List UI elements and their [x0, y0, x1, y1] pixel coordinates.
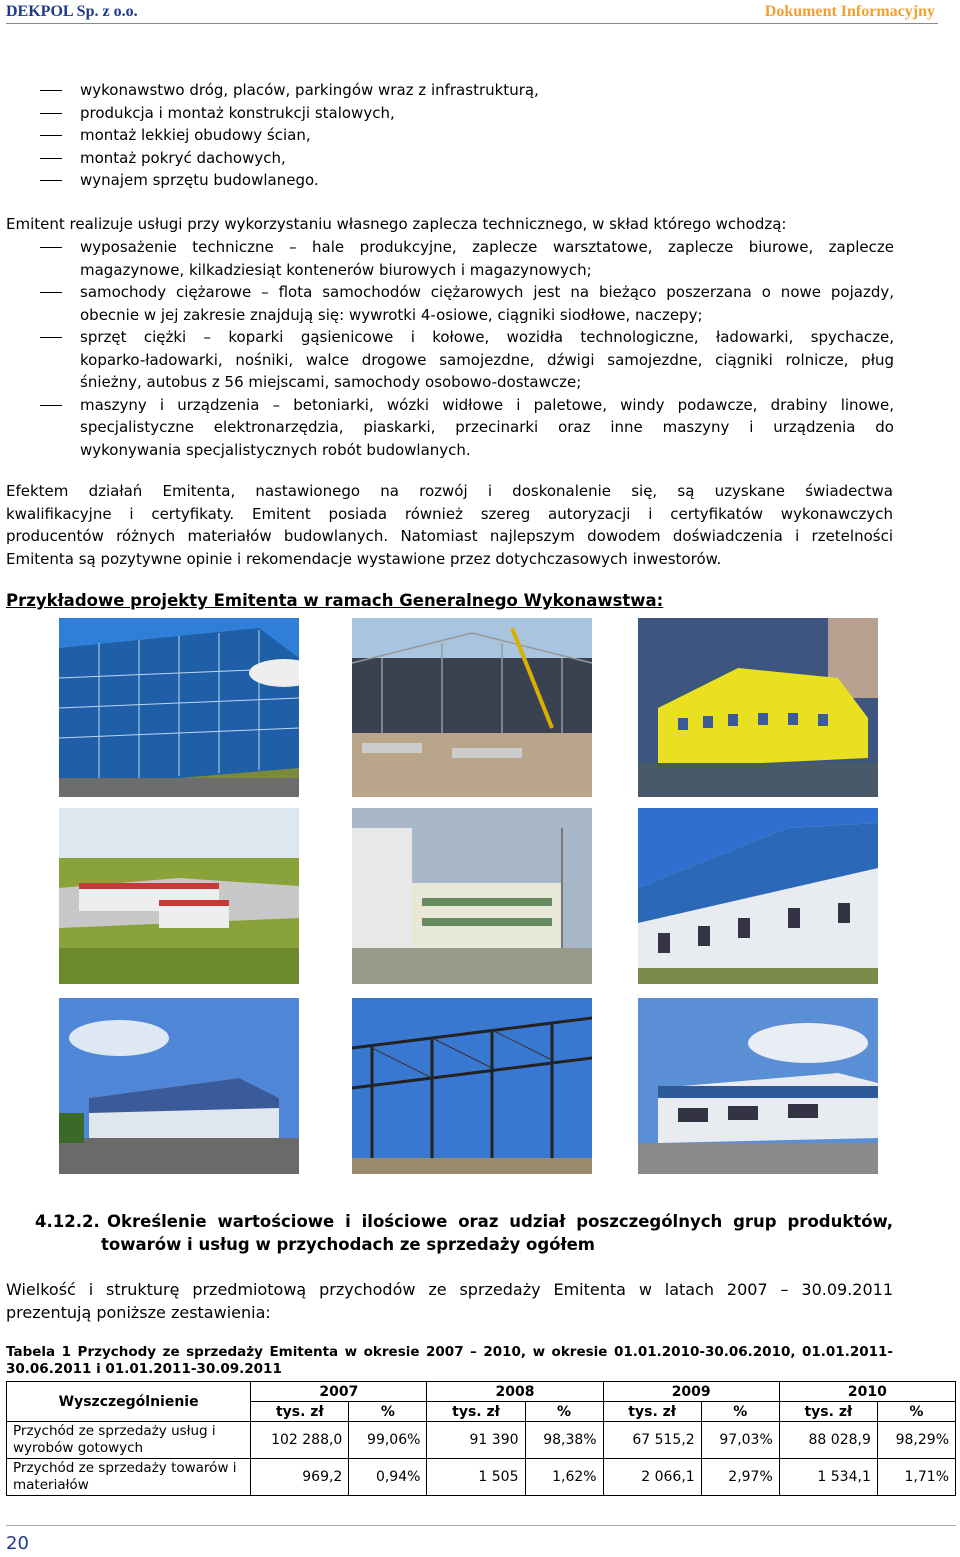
- table-cell: 1,71%: [877, 1459, 955, 1496]
- table-cell: 102 288,0: [251, 1422, 349, 1459]
- header-company: DEKPOL Sp. z o.o.: [6, 3, 138, 20]
- services-list: [0, 79, 900, 192]
- table-cell: 1,62%: [525, 1459, 603, 1496]
- subsection-title-line2: towarów i usług w przychodach ze sprzedaży ogółem: [101, 1235, 595, 1254]
- table-subheader: tys. zł: [251, 1402, 349, 1422]
- table-row-label: Przychód ze sprzedaży usług i wyrobów gotowych: [7, 1422, 251, 1459]
- table-cell: 88 028,9: [779, 1422, 877, 1459]
- page-number: 20: [6, 1533, 29, 1554]
- list-item: produkcja i montaż konstrukcji stalowych,: [0, 102, 900, 125]
- table-cell: 2 066,1: [603, 1459, 701, 1496]
- table-subheader: %: [525, 1402, 603, 1422]
- revenue-paragraph: Wielkość i strukturę przedmiotową przychodów ze sprzedaży Emitenta w latach 2007 – 30.09.2011 prezentują poniższe zestawienia:: [6, 1280, 893, 1322]
- table-subheader: %: [701, 1402, 779, 1422]
- footer-divider: [6, 1525, 956, 1526]
- table-row: [7, 1459, 956, 1496]
- project-photo: [352, 998, 592, 1174]
- revenue-table: [6, 1381, 956, 1496]
- list-item: wynajem sprzętu budowlanego.: [0, 169, 900, 192]
- project-photo: [352, 808, 592, 984]
- effect-paragraph: Efektem działań Emitenta, nastawionego na rozwój i doskonalenie się, są uzyskane świadectwa kwalifikacyjne i certyfikaty. Emitent posiada również szereg autoryzacji i certyfikatów wykonawczych producentów różnych materiałów budowlanych. Natomiast najlepszym dowodem doświadczenia i rzetelności Emitenta są pozytywne opinie i rekomendacje wystawione przez dotychczasowych inwestorów.: [6, 482, 893, 568]
- section-title: Przykładowe projekty Emitenta w ramach Generalnego Wykonawstwa:: [6, 591, 664, 610]
- project-photo: [638, 998, 878, 1174]
- table-caption: Tabela 1 Przychody ze sprzedaży Emitenta w okresie 2007 – 2010, w okresie 01.01.2010-30.06.2010, 01.01.2011- 30.06.2011 i 01.01.2011-30.09.2011: [6, 1344, 893, 1377]
- table-subheader: %: [877, 1402, 955, 1422]
- table-cell: 98,38%: [525, 1422, 603, 1459]
- project-photo: [638, 808, 878, 984]
- table-header-year: 2009: [603, 1382, 779, 1402]
- table-subheader: tys. zł: [427, 1402, 525, 1422]
- subsection-title-line1: Określenie wartościowe i ilościowe oraz udział poszczególnych grup produktów,: [107, 1212, 893, 1231]
- table-header-label: Wyszczególnienie: [7, 1382, 251, 1422]
- table-cell: 1 505: [427, 1459, 525, 1496]
- header-doc-title: Dokument Informacyjny: [764, 3, 935, 20]
- table-subheader: tys. zł: [779, 1402, 877, 1422]
- table-header-year: 2010: [779, 1382, 955, 1402]
- equipment-list: [0, 236, 894, 461]
- table-cell: 91 390: [427, 1422, 525, 1459]
- table-cell: 99,06%: [349, 1422, 427, 1459]
- list-item: montaż lekkiej obudowy ścian,: [0, 124, 900, 147]
- table-subheader: tys. zł: [603, 1402, 701, 1422]
- table-cell: 97,03%: [701, 1422, 779, 1459]
- subsection-number: 4.12.2.: [35, 1212, 100, 1231]
- list-item: wyposażenie techniczne – hale produkcyjne, zaplecze warsztatowe, zaplecze biurowe, zaplecze magazynowe, kilkadziesiąt kontenerów biurowych i magazynowych;: [0, 236, 894, 281]
- table-cell: 2,97%: [701, 1459, 779, 1496]
- table-cell: 67 515,2: [603, 1422, 701, 1459]
- table-row-label: Przychód ze sprzedaży towarów i materiałów: [7, 1459, 251, 1496]
- project-photo: [59, 618, 299, 797]
- list-item: samochody ciężarowe – flota samochodów ciężarowych jest na bieżąco poszerzana o nowe pojazdy, obecnie w jej zakresie znajdują się: wywrotki 4-osiowe, ciągniki siodłowe, naczepy;: [0, 281, 894, 326]
- table-cell: 1 534,1: [779, 1459, 877, 1496]
- table-header-year: 2007: [251, 1382, 427, 1402]
- list-item: sprzęt ciężki – koparki gąsienicowe i kołowe, wozidła technologiczne, ładowarki, spychacze, koparko-ładowarki, nośniki, walce drogowe samojezdne, dźwigi samojezdne, ciągniki rolnicze, pług śnieżny, autobus z 56 miejscami, samochody osobowo-dostawcze;: [0, 326, 894, 394]
- intro-paragraph: Emitent realizuje usługi przy wykorzystaniu własnego zaplecza technicznego, w skład którego wchodzą:: [6, 215, 787, 233]
- table-row: [7, 1422, 956, 1459]
- project-photo: [59, 808, 299, 984]
- project-photo: [59, 998, 299, 1174]
- table-header-year: 2008: [427, 1382, 603, 1402]
- table-cell: 98,29%: [877, 1422, 955, 1459]
- table-cell: 0,94%: [349, 1459, 427, 1496]
- project-photo: [638, 618, 878, 797]
- table-subheader: %: [349, 1402, 427, 1422]
- list-item: maszyny i urządzenia – betoniarki, wózki widłowe i paletowe, windy podawcze, drabiny linowe, specjalistyczne elektronarzędzia, piaskarki, przecinarki oraz inne maszyny i urządzenia do wykonywania specjalistycznych robót budowlanych.: [0, 394, 894, 462]
- list-item: montaż pokryć dachowych,: [0, 147, 900, 170]
- header-divider: [6, 23, 938, 24]
- list-item: wykonawstwo dróg, placów, parkingów wraz z infrastrukturą,: [0, 79, 900, 102]
- table-cell: 969,2: [251, 1459, 349, 1496]
- project-photo: [352, 618, 592, 797]
